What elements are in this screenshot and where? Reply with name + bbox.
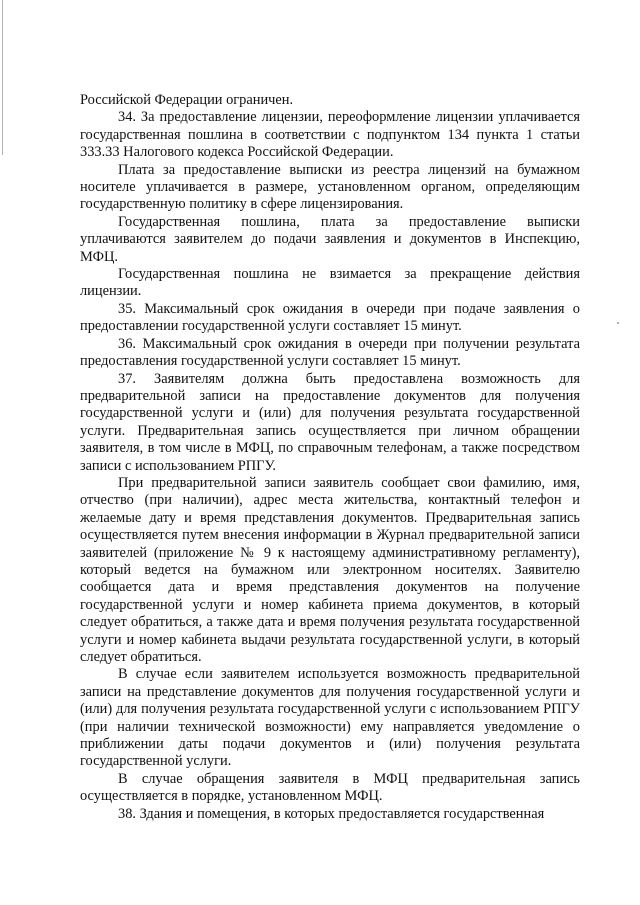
document-body (80, 92, 580, 823)
paragraph-fee-payment: Государственная пошлина, плата за предоставление выписки уплачиваются заявителем до подачи заявления и документов в Инспекцию, МФЦ. (80, 213, 580, 265)
paragraph-item-38: 38. Здания и помещения, в которых предоставляется государственная (118, 805, 545, 822)
paragraph-item-37: 37. Заявителям должна быть предоставлена возможность для предварительной записи на предоставление документов для получения государственной услуги и (или) для получения результата государственной услуги. Предварительная запись осуществляется при личном обращении заявителя, в том числе в МФЦ, по справочным телефонам, а также посредством записи с использованием РПГУ. (80, 370, 580, 474)
paragraph-item-34: 34. За предоставление лицензии, переоформление лицензии уплачивается государственная пошлина в соответствии с подпунктом 134 пункта 1 статьи 333.33 Налогового кодекса Российской Федерации. (80, 109, 580, 161)
scan-speck (617, 322, 619, 324)
paragraph-mfc-registration: В случае обращения заявителя в МФЦ предварительная запись осуществляется в порядке, установленном МФЦ. (80, 770, 580, 805)
paragraph-item-36: 36. Максимальный срок ожидания в очереди при получении результата предоставления государственной услуги составляет 15 минут. (80, 335, 580, 370)
paragraph-item-35: 35. Максимальный срок ожидания в очереди при подаче заявления о предоставлении государственной услуги составляет 15 минут. (80, 300, 580, 335)
paragraph-rpgu-notification: В случае если заявителем используется возможность предварительной записи на представление документов для получения государственной услуги и (или) для получения результата государственной услуги с использованием РПГУ (при наличии технической возможности) ему направляется уведомление о приближении даты подачи документов и (или) получения результата государственной услуги. (80, 666, 580, 770)
paragraph-extract-fee: Плата за предоставление выписки из реестра лицензий на бумажном носителе уплачивается в размере, установленном органом, определяющим государственную политику в сфере лицензирования. (80, 161, 580, 213)
paragraph-fee-exemption: Государственная пошлина не взимается за прекращение действия лицензии. (80, 266, 580, 300)
paragraph-preregistration: При предварительной записи заявитель сообщает свои фамилию, имя, отчество (при наличии), адрес места жительства, контактный телефон и желаемые дату и время представления документов. Предварительная запись осуществляется путем внесения информации в Журнал предварительной записи заявителей (приложение № 9 к настоящему административному регламенту), который ведется на бумажном или электронном носителях. Заявителю сообщается дата и время представления документов на получение государственной услуги и номер кабинета приема документов, в который следует обратиться, а также дата и время получения результата государственной услуги и номер кабинета выдачи результата государственной услуги, в который следует обратиться. (80, 474, 580, 665)
paragraph-continuation: Российской Федерации ограничен. (80, 92, 294, 108)
scan-edge-mark (2, 0, 3, 155)
